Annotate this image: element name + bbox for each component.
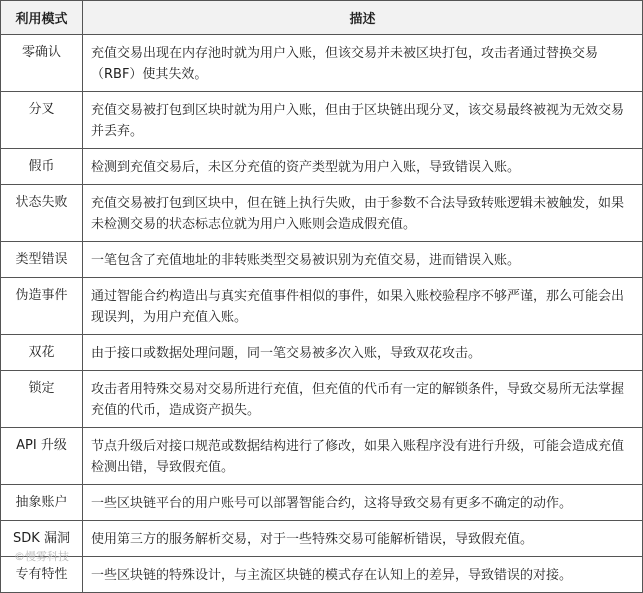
table-row [1, 428, 643, 485]
table-row [1, 35, 643, 92]
description-cell: 一些区块链的特殊设计，与主流区块链的模式存在认知上的差异，导致错误的对接。 [83, 557, 643, 593]
description-cell: 检测到充值交易后，未区分充值的资产类型就为用户入账，导致错误入账。 [83, 149, 643, 185]
description-cell: 通过智能合约构造出与真实充值事件相似的事件，如果入账校验程序不够严谨，那么可能会出现误判，为用户充值入账。 [83, 278, 643, 335]
table-row [1, 371, 643, 428]
table-row [1, 185, 643, 242]
table-header-row [1, 1, 643, 35]
mode-cell: 双花 [1, 335, 83, 371]
mode-cell: 类型错误 [1, 242, 83, 278]
description-cell: 攻击者用特殊交易对交易所进行充值，但充值的代币有一定的解锁条件，导致交易所无法掌握充值的代币，造成资产损失。 [83, 371, 643, 428]
table-row [1, 242, 643, 278]
description-cell: 充值交易被打包到区块中，但在链上执行失败，由于参数不合法导致转账逻辑未被触发，如果未检测交易的状态标志位就为用户入账则会造成假充值。 [83, 185, 643, 242]
description-cell: 一笔包含了充值地址的非转账类型交易被识别为充值交易，进而错误入账。 [83, 242, 643, 278]
table-row [1, 149, 643, 185]
table-row [1, 485, 643, 521]
mode-cell: 伪造事件 [1, 278, 83, 335]
table-row [1, 335, 643, 371]
mode-cell: 假币 [1, 149, 83, 185]
description-cell: 充值交易出现在内存池时就为用户入账，但该交易并未被区块打包，攻击者通过替换交易（RBF）使其失效。 [83, 35, 643, 92]
table-row [1, 278, 643, 335]
description-cell: 使用第三方的服务解析交易，对于一些特殊交易可能解析错误，导致假充值。 [83, 521, 643, 557]
mode-cell: 专有特性 [1, 557, 83, 593]
mode-cell: SDK 漏洞 [1, 521, 83, 557]
description-cell: 由于接口或数据处理问题，同一笔交易被多次入账，导致双花攻击。 [83, 335, 643, 371]
mode-cell: 抽象账户 [1, 485, 83, 521]
description-cell: 节点升级后对接口规范或数据结构进行了修改，如果入账程序没有进行升级，可能会造成充值检测出错，导致假充值。 [83, 428, 643, 485]
mode-cell: 锁定 [1, 371, 83, 428]
mode-cell: 分叉 [1, 92, 83, 149]
description-cell: 一些区块链平台的用户账号可以部署智能合约，这将导致交易有更多不确定的动作。 [83, 485, 643, 521]
mode-cell: 零确认 [1, 35, 83, 92]
mode-cell: API 升级 [1, 428, 83, 485]
table-row [1, 557, 643, 593]
description-cell: 充值交易被打包到区块时就为用户入账，但由于区块链出现分叉，该交易最终被视为无效交易并丢弃。 [83, 92, 643, 149]
header-description: 描述 [83, 1, 643, 35]
header-mode: 利用模式 [1, 1, 83, 35]
mode-cell: 状态失败 [1, 185, 83, 242]
table-row [1, 521, 643, 557]
table-row [1, 92, 643, 149]
watermark: ©慢雾科技 [14, 550, 69, 563]
